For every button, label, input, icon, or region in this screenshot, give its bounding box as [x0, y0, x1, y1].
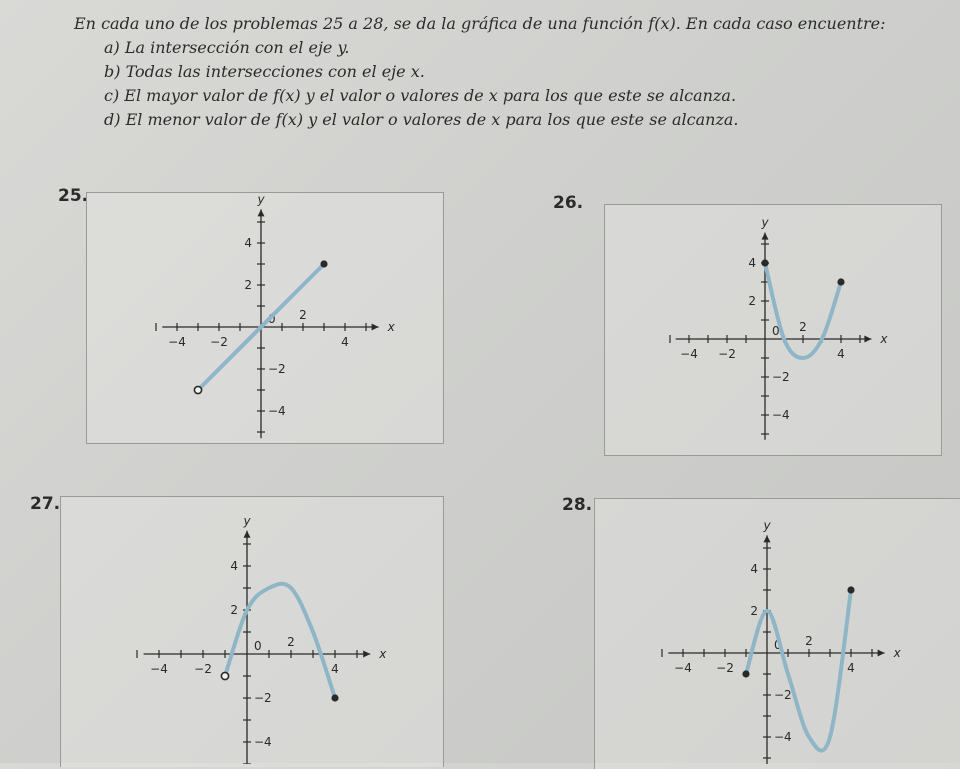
problem-number: 26.: [553, 193, 584, 213]
item-a: a) La intersección con el eje y.: [104, 38, 350, 57]
function-curve: [225, 584, 335, 698]
problem-number: 27.: [30, 494, 61, 514]
lead-function: f(x): [648, 14, 676, 33]
graph-28: [595, 499, 960, 764]
x-axis-arrow: [878, 650, 885, 657]
closed-endpoint: [847, 586, 854, 593]
graph-26: [605, 205, 941, 455]
y-axis-arrow: [244, 531, 251, 538]
lead-text: En cada uno de los problemas 25 a 28, se da la gráfica de una función: [74, 14, 649, 33]
x-axis-label: x: [880, 332, 888, 346]
graph-panel-28: [594, 498, 960, 769]
x-tick-label: −4: [150, 662, 168, 676]
y-tick-label: −2: [268, 362, 286, 376]
y-axis-label: y: [761, 215, 769, 230]
y-tick-label: −2: [772, 370, 790, 384]
closed-endpoint: [742, 670, 749, 677]
origin-label: 0: [254, 639, 262, 653]
x-tick-label: −4: [680, 347, 698, 361]
y-tick-label: 2: [750, 604, 758, 618]
x-tick-label: 4: [341, 335, 349, 349]
instructions-lead: [74, 12, 934, 36]
x-axis-label: x: [893, 646, 901, 660]
y-tick-label: 2: [748, 294, 756, 308]
y-tick-label: 4: [750, 562, 758, 576]
open-endpoint: [221, 672, 228, 679]
closed-endpoint: [320, 260, 327, 267]
x-tick-label: −2: [716, 661, 734, 675]
y-axis-label: y: [257, 193, 265, 207]
origin-label: 0: [774, 638, 782, 652]
y-tick-label: −2: [774, 688, 792, 702]
x-tick-label: 4: [331, 662, 339, 676]
y-tick-label: −4: [774, 730, 792, 744]
y-axis-arrow: [764, 535, 771, 542]
x-axis-arrow: [864, 336, 871, 343]
y-axis-label: y: [763, 518, 771, 533]
x-tick-label: 2: [799, 320, 807, 334]
function-curve: [765, 263, 841, 358]
y-axis-label: y: [243, 513, 251, 528]
closed-endpoint: [837, 278, 844, 285]
y-tick-label: −2: [254, 691, 272, 705]
instructions: [74, 12, 934, 132]
x-axis-arrow: [372, 324, 379, 331]
open-endpoint: [194, 386, 201, 393]
y-tick-label: 4: [748, 256, 756, 270]
x-axis-arrow: [363, 651, 370, 658]
graph-panel-27: [60, 496, 444, 767]
x-tick-label: 2: [805, 634, 813, 648]
closed-endpoint: [331, 694, 338, 701]
x-axis-label: x: [387, 320, 395, 334]
x-tick-label: −4: [168, 335, 186, 349]
x-tick-label: −2: [210, 335, 228, 349]
graph-25: [87, 193, 443, 443]
item-d: d) El menor valor de f(x) y el valor o valores de x para los que este se alcanza.: [104, 110, 739, 129]
y-axis-arrow: [762, 233, 769, 240]
function-curve: [746, 590, 851, 751]
y-tick-label: 4: [244, 236, 252, 250]
x-tick-label: −2: [718, 347, 736, 361]
closed-endpoint: [761, 259, 768, 266]
origin-label: 0: [268, 312, 276, 326]
y-tick-label: 2: [230, 603, 238, 617]
y-tick-label: −4: [772, 408, 790, 422]
x-tick-label: 2: [299, 308, 307, 322]
lead-text-end: . En cada caso encuentre:: [675, 14, 886, 33]
x-tick-label: 4: [837, 347, 845, 361]
x-tick-label: −4: [674, 661, 692, 675]
x-tick-label: 2: [287, 635, 295, 649]
y-axis-arrow: [258, 209, 265, 216]
x-axis-label: x: [379, 647, 387, 661]
y-tick-label: −4: [254, 735, 272, 749]
graph-panel-26: [604, 204, 942, 456]
origin-label: 0: [772, 324, 780, 338]
y-tick-label: 2: [244, 278, 252, 292]
x-tick-label: −2: [194, 662, 212, 676]
x-tick-label: 4: [847, 661, 855, 675]
item-b: b) Todas las intersecciones con el eje x.: [104, 62, 425, 81]
item-c: c) El mayor valor de f(x) y el valor o valores de x para los que este se alcanza.: [104, 86, 737, 105]
problem-number: 28.: [562, 495, 593, 515]
problem-number: 25.: [58, 186, 89, 206]
y-tick-label: −4: [268, 404, 286, 418]
y-tick-label: 4: [230, 559, 238, 573]
graph-panel-25: [86, 192, 444, 444]
graph-27: [61, 497, 443, 764]
